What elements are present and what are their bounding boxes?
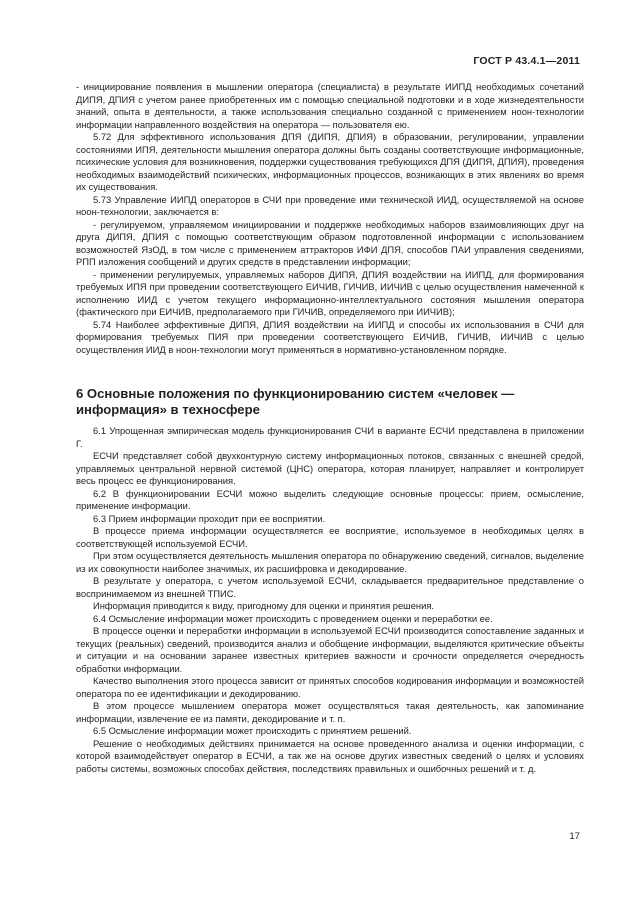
paragraph: - инициирование появления в мышлении оператора (специалиста) в результате ИИПД необходимых сочетаний ДИПЯ, ДПИЯ с учетом ранее приобретенных им с помощью специальной подготовки и в ходе жизнедеятельности знаний, опыта в деятельности, а также использования специально созданной с применением ноон-технологии информации направленного воздействия на оператора — пользователя ею. [76, 81, 584, 130]
paragraph: 6.3 Прием информации проходит при ее восприятии. [93, 512, 326, 524]
paragraph: Информация приводится к виду, пригодному для оценки и принятия решения. [93, 600, 435, 611]
paragraph: 5.72 Для эффективного использования ДПЯ (ДИПЯ, ДПИЯ) в образовании, регулировании, управлении состояниями ИПЯ, деятельности мышления оператора должны быть созданы соответствующие информационные, психические условия для возникновения, поддержки существования требующихся ДПЯ (ДИПЯ, ДПИЯ), проведения необходимых взаимодействий психических, информационных процессов, возникающих в этих явлениях во время их существования. [76, 131, 584, 192]
paragraph: В процессе оценки и переработки информации в используемой ЕСЧИ производится сопоставление заданных и текущих (реальных) сведений, производится анализ и обобщение информации, выделяются критические объекты и ситуации и на основании заранее известных критериев важности и срочности определяется очередность обработки информации. [76, 625, 584, 674]
paragraph: 6.4 Осмысление информации может происходить с проведением оценки и переработки ее. [93, 612, 493, 624]
paragraph: Решение о необходимых действиях принимается на основе проведенного анализа и оценки информации, с которой взаимодействует оператор в ЕСЧИ, а так же на основе других известных сведений о целях и условиях работы системы, возможных способах действия, последствиях правильных и ошибочных решений и т. д. [76, 737, 584, 774]
paragraph: 6.2 В функционировании ЕСЧИ можно выделить следующие основные процессы: прием, осмысление, применение информации. [76, 487, 584, 511]
paragraph: ЕСЧИ представляет собой двухконтурную систему информационных потоков, связанных с внешней средой, управляемых центральной нервной системой (ЦНС) оператора, которая планирует, направляет и контролирует весь процесс ее функционирования. [76, 450, 584, 486]
page-number: 17 [569, 831, 580, 842]
paragraph: При этом осуществляется деятельность мышления оператора по обнаружению сведений, сигналов, выделение из их совокупности наиболее значимых, их расшифровка и декодирование. [76, 550, 584, 574]
paragraph: Качество выполнения этого процесса зависит от принятых способов кодирования информации и возможностей оператора по ее идентификации и декодированию. [76, 675, 584, 699]
section-heading: 6 Основные положения по функционированию систем «человек — информация» в техносфере [76, 386, 515, 417]
paragraph: 6.1 Упрощенная эмпирическая модель функционирования СЧИ в варианте ЕСЧИ представлена в приложении Г. [76, 425, 584, 449]
paragraph: - применении регулируемых, управляемых наборов ДИПЯ, ДПИЯ воздействии на ИИПД, для формирования требуемых ИПЯ при проведении соответствующего ЕИЧИВ, ГИЧИВ, ИИЧИВ с целью осуществления намеченной к исполнению ИИД с учетом текущего информационно-интеллектуального состояния мышления оператора (фактического при ЕИЧИВ, предполагаемого при ГИЧИВ, определяемого при ИИЧИВ); [76, 268, 584, 317]
paragraph: В процессе приема информации осуществляется ее восприятие, используемое в необходимых целях в соответствующей используемой ЕСЧИ. [76, 525, 584, 549]
section-6-body [76, 425, 584, 775]
standard-number: ГОСТ Р 43.4.1—2011 [473, 55, 580, 67]
section-continued [76, 81, 584, 356]
paragraph: 6.5 Осмысление информации может происходить с принятием решений. [93, 725, 412, 736]
paragraph: 5.73 Управление ИИПД операторов в СЧИ при проведение ими технической ИИД, осуществляемой на основе ноон-технологии, заключается в: [76, 193, 584, 217]
paragraph: В этом процессе мышлением оператора может осуществляться такая деятельность, как запоминание информации, извлечение ее из памяти, декодирование и т. п. [76, 700, 584, 724]
paragraph: - регулируемом, управляемом инициировании и поддержке необходимых наборов взаимовлияющих друг на друга ДИПЯ, ДПИЯ с помощью соответствующим образом подготовленной информации с использованием возможностей ЯзОД, в том числе с применением аттракторов ИФИ ДПЯ, способов ПАИ управления сведениями, РПП изложения сообщений и других средств в представлении информации; [76, 218, 584, 267]
paragraph: 5.74 Наиболее эффективные ДИПЯ, ДПИЯ воздействии на ИИПД и способы их использования в СЧИ для формирования требуемых ПИЯ при проведении соответствующего ЕИЧИВ, ГИЧИВ, ИИЧИВ с целью осуществления ИИД в ноон-технологии могут применяться в нормативно-установленном порядке. [76, 318, 584, 355]
paragraph: В результате у оператора, с учетом используемой ЕСЧИ, складывается предварительное представление о воспринимаемом из внешней ТПИС. [76, 575, 584, 599]
